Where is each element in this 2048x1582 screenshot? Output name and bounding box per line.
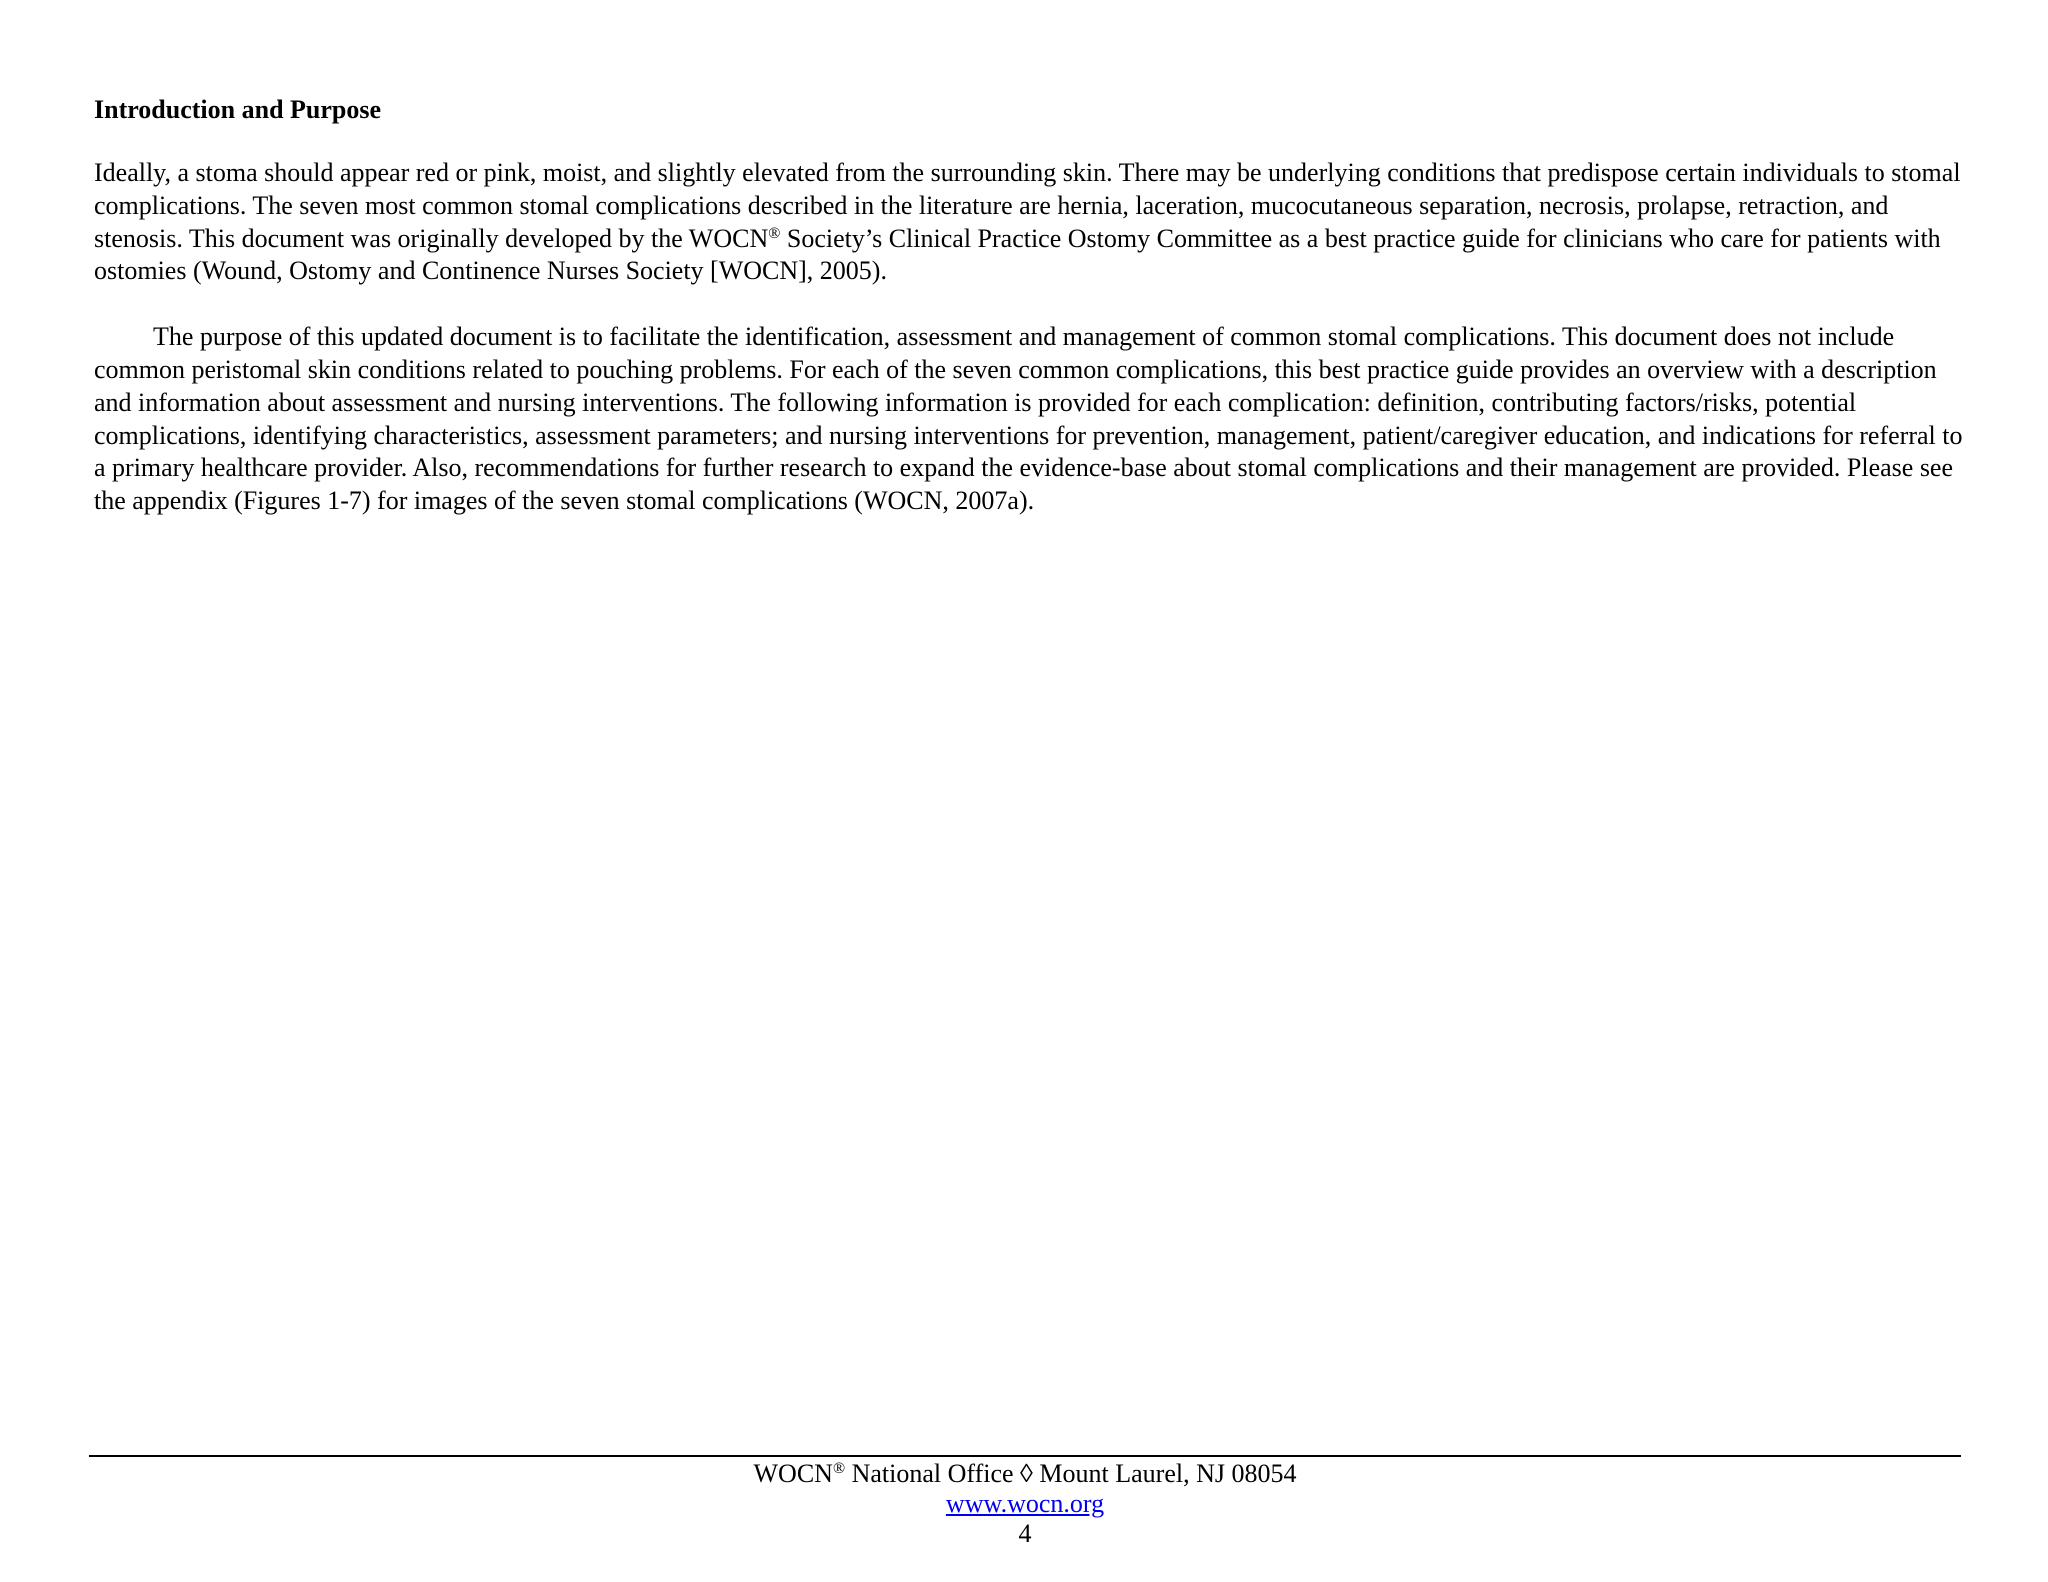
section-heading: Introduction and Purpose xyxy=(94,95,382,124)
footer-address-line xyxy=(89,1459,1961,1489)
footer-link-line xyxy=(89,1489,1961,1519)
footer-divider xyxy=(89,1455,1961,1457)
website-link[interactable]: www.wocn.org xyxy=(945,1489,1105,1518)
intro-paragraph-text-2: Society’s Clinical Practice Ostomy Committee as a best practice guide for clinicians who care for patients with ostomies (Wound, Ostomy and Continence Nurses Society [WOCN], 2005). xyxy=(94,223,1941,286)
page-body xyxy=(94,93,1974,551)
intro-paragraph xyxy=(94,157,1974,288)
registered-mark: ® xyxy=(768,224,781,242)
intro-paragraph-text-1: Ideally, a stoma should appear red or pink, moist, and slightly elevated from the surrounding skin. There may be underlying conditions that predispose certain individuals to stomal complications. The seven most common stomal complications described in the literature are hernia, laceration, mucocutaneous separation, necrosis, prolapse, retraction, and stenosis. This document was originally developed by the WOCN xyxy=(94,158,1961,253)
footer-registered-mark: ® xyxy=(832,1460,846,1477)
page-footer xyxy=(89,1459,1961,1549)
purpose-paragraph: The purpose of this updated document is to facilitate the identification, assessment and management of common stomal complications. This document does not include common peristomal skin conditions related to pouching problems. For each of the seven common complications, this best practice guide provides an overview with a description and information about assessment and nursing interventions. The following information is provided for each complication: definition, contributing factors/risks, potential complications, identifying characteristics, assessment parameters; and nursing interventions for prevention, management, patient/caregiver education, and indications for referral to a primary healthcare provider. Also, recommendations for further research to expand the evidence-base about stomal complications and their management are provided. Please see the appendix (Figures 1-7) for images of the seven stomal complications (WOCN, 2007a). xyxy=(94,322,1963,516)
page-number: 4 xyxy=(1018,1519,1032,1548)
footer-office: National Office ◊ Mount Laurel, NJ 08054 xyxy=(845,1459,1297,1488)
footer-org: WOCN xyxy=(753,1459,833,1488)
